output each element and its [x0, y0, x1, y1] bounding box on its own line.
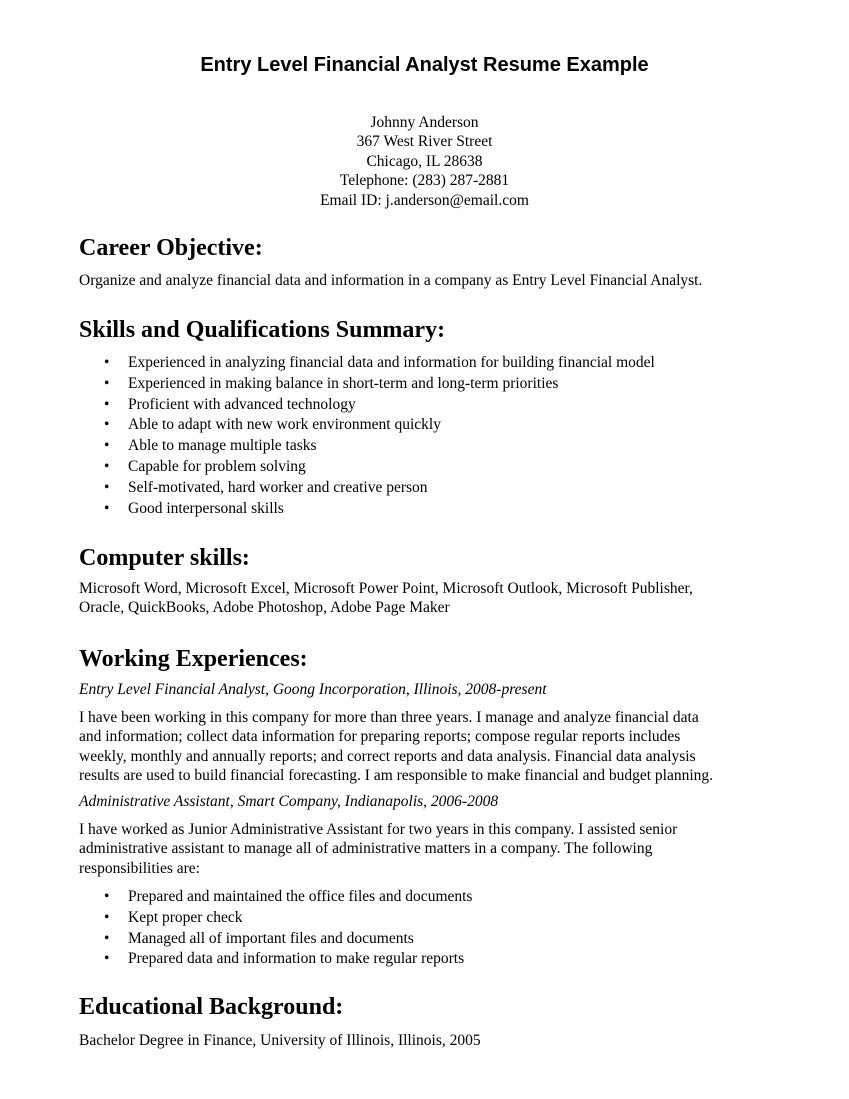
job-title-1 [79, 680, 779, 699]
document-title: Entry Level Financial Analyst Resume Example [200, 54, 649, 76]
career-objective-line: Organize and analyze financial data and information in a company as Entry Level Financial Analyst. [79, 272, 703, 289]
responsibility-item: • Prepared and maintained the office files and documents [104, 887, 472, 908]
job-responsibilities-list [104, 887, 472, 970]
job-title-text: Entry Level Financial Analyst, Goong Incorporation, Illinois, 2008-present [79, 681, 547, 698]
skills-list-item: • Able to adapt with new work environment quickly [104, 415, 655, 436]
contact-email: Email ID: j.anderson@email.com [320, 191, 529, 209]
skills-list-item: • Capable for problem solving [104, 457, 655, 478]
career-objective-text [79, 271, 779, 290]
computer-skills-text [79, 579, 779, 618]
computer-skills-line: Microsoft Word, Microsoft Excel, Microsoft Power Point, Microsoft Outlook, Microsoft Publisher, [79, 580, 693, 597]
job-title-2 [79, 792, 779, 811]
job-title-text: Administrative Assistant, Smart Company, Indianapolis, 2006-2008 [79, 793, 499, 810]
education-text [79, 1031, 779, 1050]
job-description-line: results are used to build financial forecasting. I am responsible to make financial and budget planning. [79, 767, 714, 785]
skills-list [104, 353, 655, 519]
responsibility-item: • Managed all of important files and documents [104, 929, 472, 950]
job-description-2 [79, 820, 779, 878]
job-description-line: I have worked as Junior Administrative Assistant for two years in this company. I assisted senior [79, 821, 678, 838]
job-description-1 [79, 708, 779, 786]
skills-heading: Skills and Qualifications Summary: [79, 317, 446, 343]
computer-skills-heading: Computer skills: [79, 545, 250, 571]
skills-list-item: • Self-motivated, hard worker and creative person [104, 478, 655, 499]
job-description-line: administrative assistant to manage all of administrative matters in a company. The following [79, 840, 653, 858]
work-experience-heading: Working Experiences: [79, 646, 308, 672]
job-description-line: I have been working in this company for more than three years. I manage and analyze financial data [79, 709, 699, 726]
contact-street: 367 West River Street [356, 133, 493, 151]
job-description-line: weekly, monthly and annually reports; and correct reports and data analysis. Financial data analysis [79, 747, 696, 765]
responsibility-item: • Kept proper check [104, 908, 472, 929]
education-line: Bachelor Degree in Finance, University of Illinois, Illinois, 2005 [79, 1032, 481, 1049]
skills-list-item: • Experienced in making balance in short-term and long-term priorities [104, 374, 655, 395]
job-description-line: responsibilities are: [79, 859, 200, 877]
computer-skills-line: Oracle, QuickBooks, Adobe Photoshop, Adobe Page Maker [79, 599, 450, 617]
career-objective-heading: Career Objective: [79, 235, 263, 261]
education-heading: Educational Background: [79, 994, 344, 1020]
contact-block [0, 113, 849, 210]
job-description-line: and information; collect data information for preparing reports; compose regular reports includes [79, 728, 681, 746]
skills-list-item: • Proficient with advanced technology [104, 395, 655, 416]
contact-name: Johnny Anderson [370, 114, 479, 131]
skills-list-item: • Experienced in analyzing financial data and information for building financial model [104, 353, 655, 374]
responsibility-item: • Prepared data and information to make regular reports [104, 949, 472, 970]
contact-phone: Telephone: (283) 287-2881 [339, 172, 510, 190]
skills-list-item: • Good interpersonal skills [104, 499, 655, 520]
contact-city: Chicago, IL 28638 [366, 152, 483, 170]
skills-list-item: • Able to manage multiple tasks [104, 436, 655, 457]
